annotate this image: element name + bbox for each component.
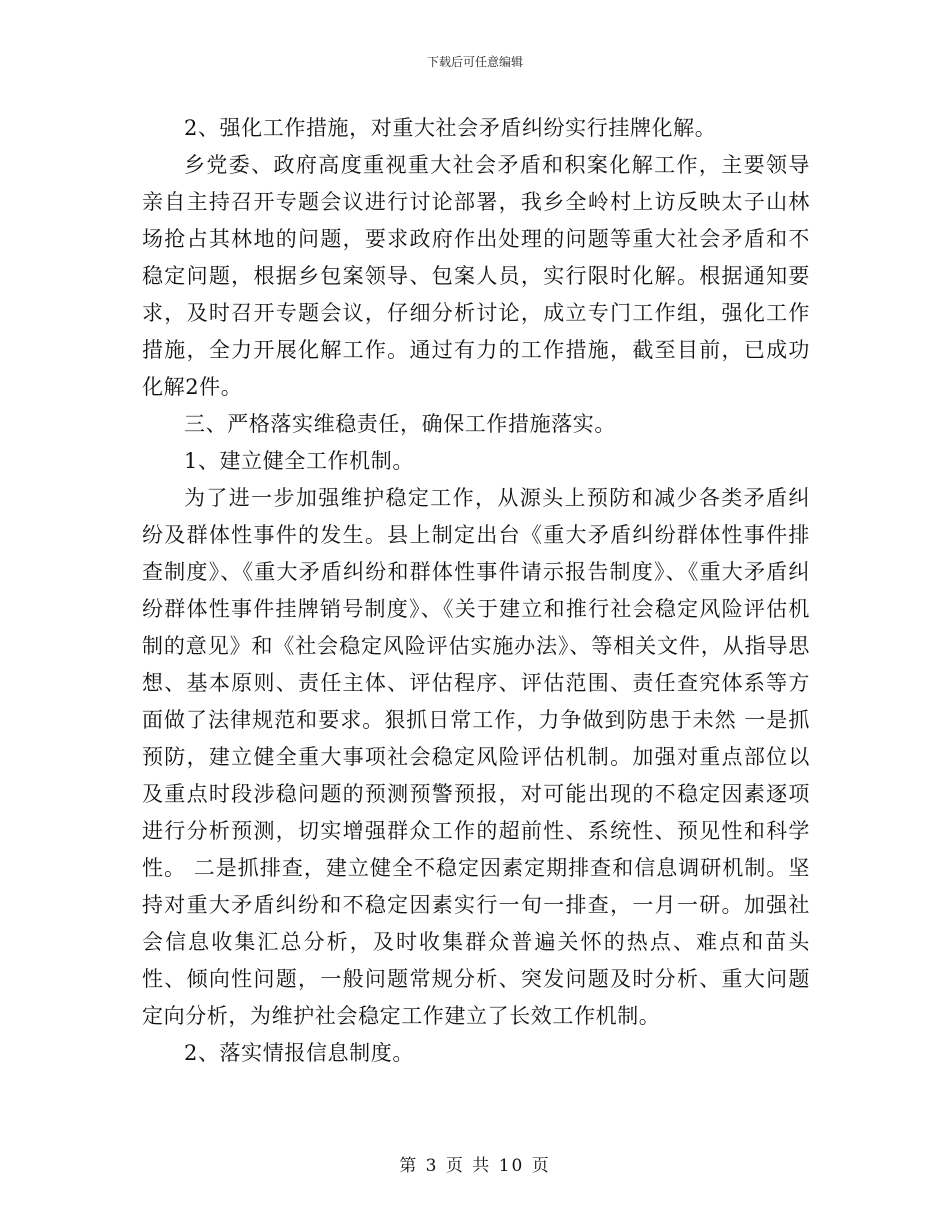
document-body [142,110,810,1072]
page-number: 第 3 页 共 10 页 [399,1156,551,1176]
paragraph-mechanism-details: 为了进一步加强维护稳定工作，从源头上预防和减少各类矛盾纠纷及群体性事件的发生。县上制定出台《重大矛盾纠纷群体性事件排查制度》、《重大矛盾纠纷和群体性事件请示报告制度》、《重大矛盾纠纷群体性事件挂牌销号制度》、《关于建立和推行社会稳定风险评估机制的意见》和《社会稳定风险评估实施办法》、等相关文件，从指导思想、基本原则、责任主体、评估程序、评估范围、责任查究体系等方面做了法律规范和要求。狠抓日常工作，力争做到防患于未然 一是抓预防，建立健全重大事项社会稳定风险评估机制。加强对重点部位以及重点时段涉稳问题的预测预警预报，对可能出现的不稳定因素逐项进行分析预测，切实增强群众工作的超前性、系统性、预见性和科学性。 二是抓排查，建立健全不稳定因素定期排查和信息调研机制。坚持对重大矛盾纠纷和不稳定因素实行一旬一排查，一月一研。加强社会信息收集汇总分析，及时收集群众普遍关怀的热点、难点和苗头性、倾向性问题，一般问题常规分析、突发问题及时分析、重大问题定向分析，为维护社会稳定工作建立了长效工作机制。 [142,486,810,1028]
paragraph-heading-intelligence: 2、落实情报信息制度。 [184,1041,414,1065]
paragraph-heading-responsibility: 三、严格落实维稳责任，确保工作措施落实。 [184,412,616,436]
paragraph-heading-measures: 2、强化工作措施，对重大社会矛盾纠纷实行挂牌化解。 [184,116,717,140]
page-header-note: 下载后可任意编辑 [426,55,523,69]
paragraph-dispute-resolution: 乡党委、政府高度重视重大社会矛盾和积案化解工作，主要领导亲自主持召开专题会议进行讨论部署，我乡全岭村上访反映太子山林场抢占其林地的问题，要求政府作出处理的问题等重大社会矛盾和不稳定问题，根据乡包案领导、包案人员，实行限时化解。根据通知要求，及时召开专题会议，仔细分析讨论，成立专门工作组，强化工作措施，全力开展化解工作。通过有力的工作措施，截至目前，已成功化解2件。 [142,153,810,399]
paragraph-heading-mechanism: 1、建立健全工作机制。 [184,449,414,473]
